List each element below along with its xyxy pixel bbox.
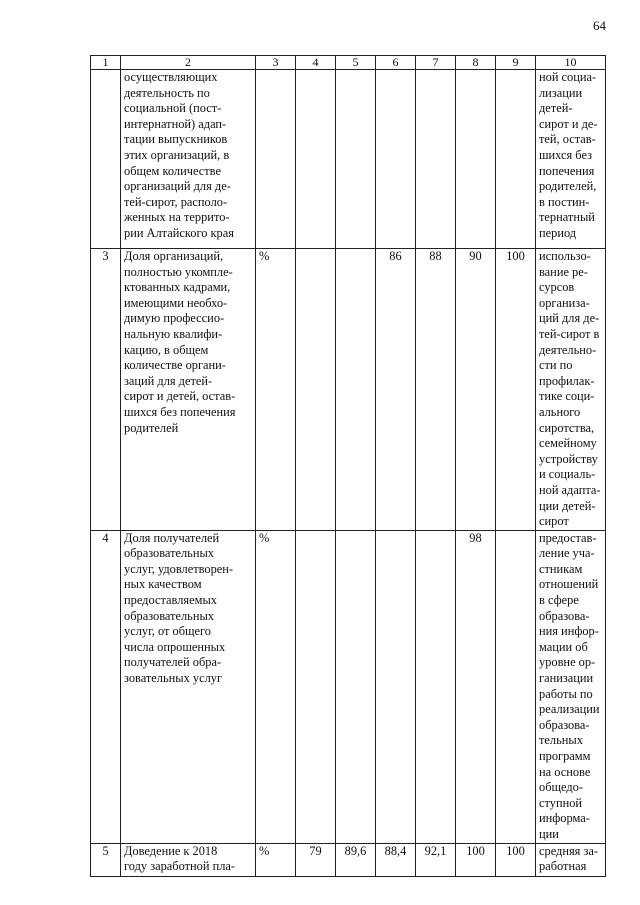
value-cell: 92,1	[416, 843, 456, 876]
unit-cell: %	[256, 249, 296, 531]
value-cell	[336, 530, 376, 843]
value-cell: 98	[456, 530, 496, 843]
value-cell: 88,4	[376, 843, 416, 876]
header-cell: 4	[296, 56, 336, 70]
value-cell	[376, 70, 416, 249]
row-number	[91, 70, 121, 249]
header-cell: 5	[336, 56, 376, 70]
table-row	[91, 530, 606, 843]
value-cell: 100	[456, 843, 496, 876]
header-cell: 6	[376, 56, 416, 70]
indicators-table	[90, 55, 606, 877]
value-cell	[336, 249, 376, 531]
description-cell: использо- вание ре- сурсов организа- ций для де- тей-сирот в деятельно- сти по профилак- тике соци- ального сиротства, семейному устройству и социаль- ной адапта- ции детей- сирот	[536, 249, 606, 531]
row-number: 3	[91, 249, 121, 531]
page-number: 64	[593, 18, 606, 33]
header-cell: 7	[416, 56, 456, 70]
indicator-name: осуществляющих деятельность по социальной (пост- интернатной) адап- тации выпускников этих организаций, в общем количестве организаций для де- тей-сирот, располо- женных на террито- рии Алтайского края	[121, 70, 256, 249]
value-cell: 90	[456, 249, 496, 531]
value-cell: 100	[496, 249, 536, 531]
description-cell: предостав- ление уча- стникам отношений в сфере образова- ния инфор- мации об уровне ор- ганизации работы по реализации образова- тельных программ на основе общедо- ступной информа- ции	[536, 530, 606, 843]
value-cell: 88	[416, 249, 456, 531]
row-number: 4	[91, 530, 121, 843]
unit-cell	[256, 70, 296, 249]
value-cell	[416, 530, 456, 843]
unit-cell: %	[256, 843, 296, 876]
table-row	[91, 70, 606, 249]
value-cell	[376, 530, 416, 843]
value-cell: 89,6	[336, 843, 376, 876]
indicator-name: Доля получателей образовательных услуг, удовлетворен- ных качеством предоставляемых образовательных услуг, от общего числа опрошенных получателей обра- зовательных услуг	[121, 530, 256, 843]
header-cell: 2	[121, 56, 256, 70]
unit-cell: %	[256, 530, 296, 843]
description-cell: ной социа- лизации детей- сирот и де- тей, остав- шихся без попечения родителей, в постин- тернатный период	[536, 70, 606, 249]
description-cell: средняя за- работная	[536, 843, 606, 876]
value-cell	[456, 70, 496, 249]
header-row	[91, 56, 606, 70]
indicator-name: Доведение к 2018 году заработной пла-	[121, 843, 256, 876]
value-cell	[496, 530, 536, 843]
value-cell: 79	[296, 843, 336, 876]
value-cell	[296, 530, 336, 843]
value-cell	[296, 249, 336, 531]
value-cell	[336, 70, 376, 249]
value-cell	[416, 70, 456, 249]
table-row	[91, 249, 606, 531]
value-cell: 100	[496, 843, 536, 876]
value-cell	[496, 70, 536, 249]
header-cell: 9	[496, 56, 536, 70]
header-cell: 8	[456, 56, 496, 70]
value-cell	[296, 70, 336, 249]
header-cell: 1	[91, 56, 121, 70]
table-row	[91, 843, 606, 876]
row-number: 5	[91, 843, 121, 876]
value-cell: 86	[376, 249, 416, 531]
header-cell: 10	[536, 56, 606, 70]
indicator-name: Доля организаций, полностью укомпле- ктованных кадрами, имеющими необхо- димую профессио- нальную квалифи- кацию, в общем количестве органи- заций для детей- сирот и детей, остав- шихся без попечения родителей	[121, 249, 256, 531]
header-cell: 3	[256, 56, 296, 70]
